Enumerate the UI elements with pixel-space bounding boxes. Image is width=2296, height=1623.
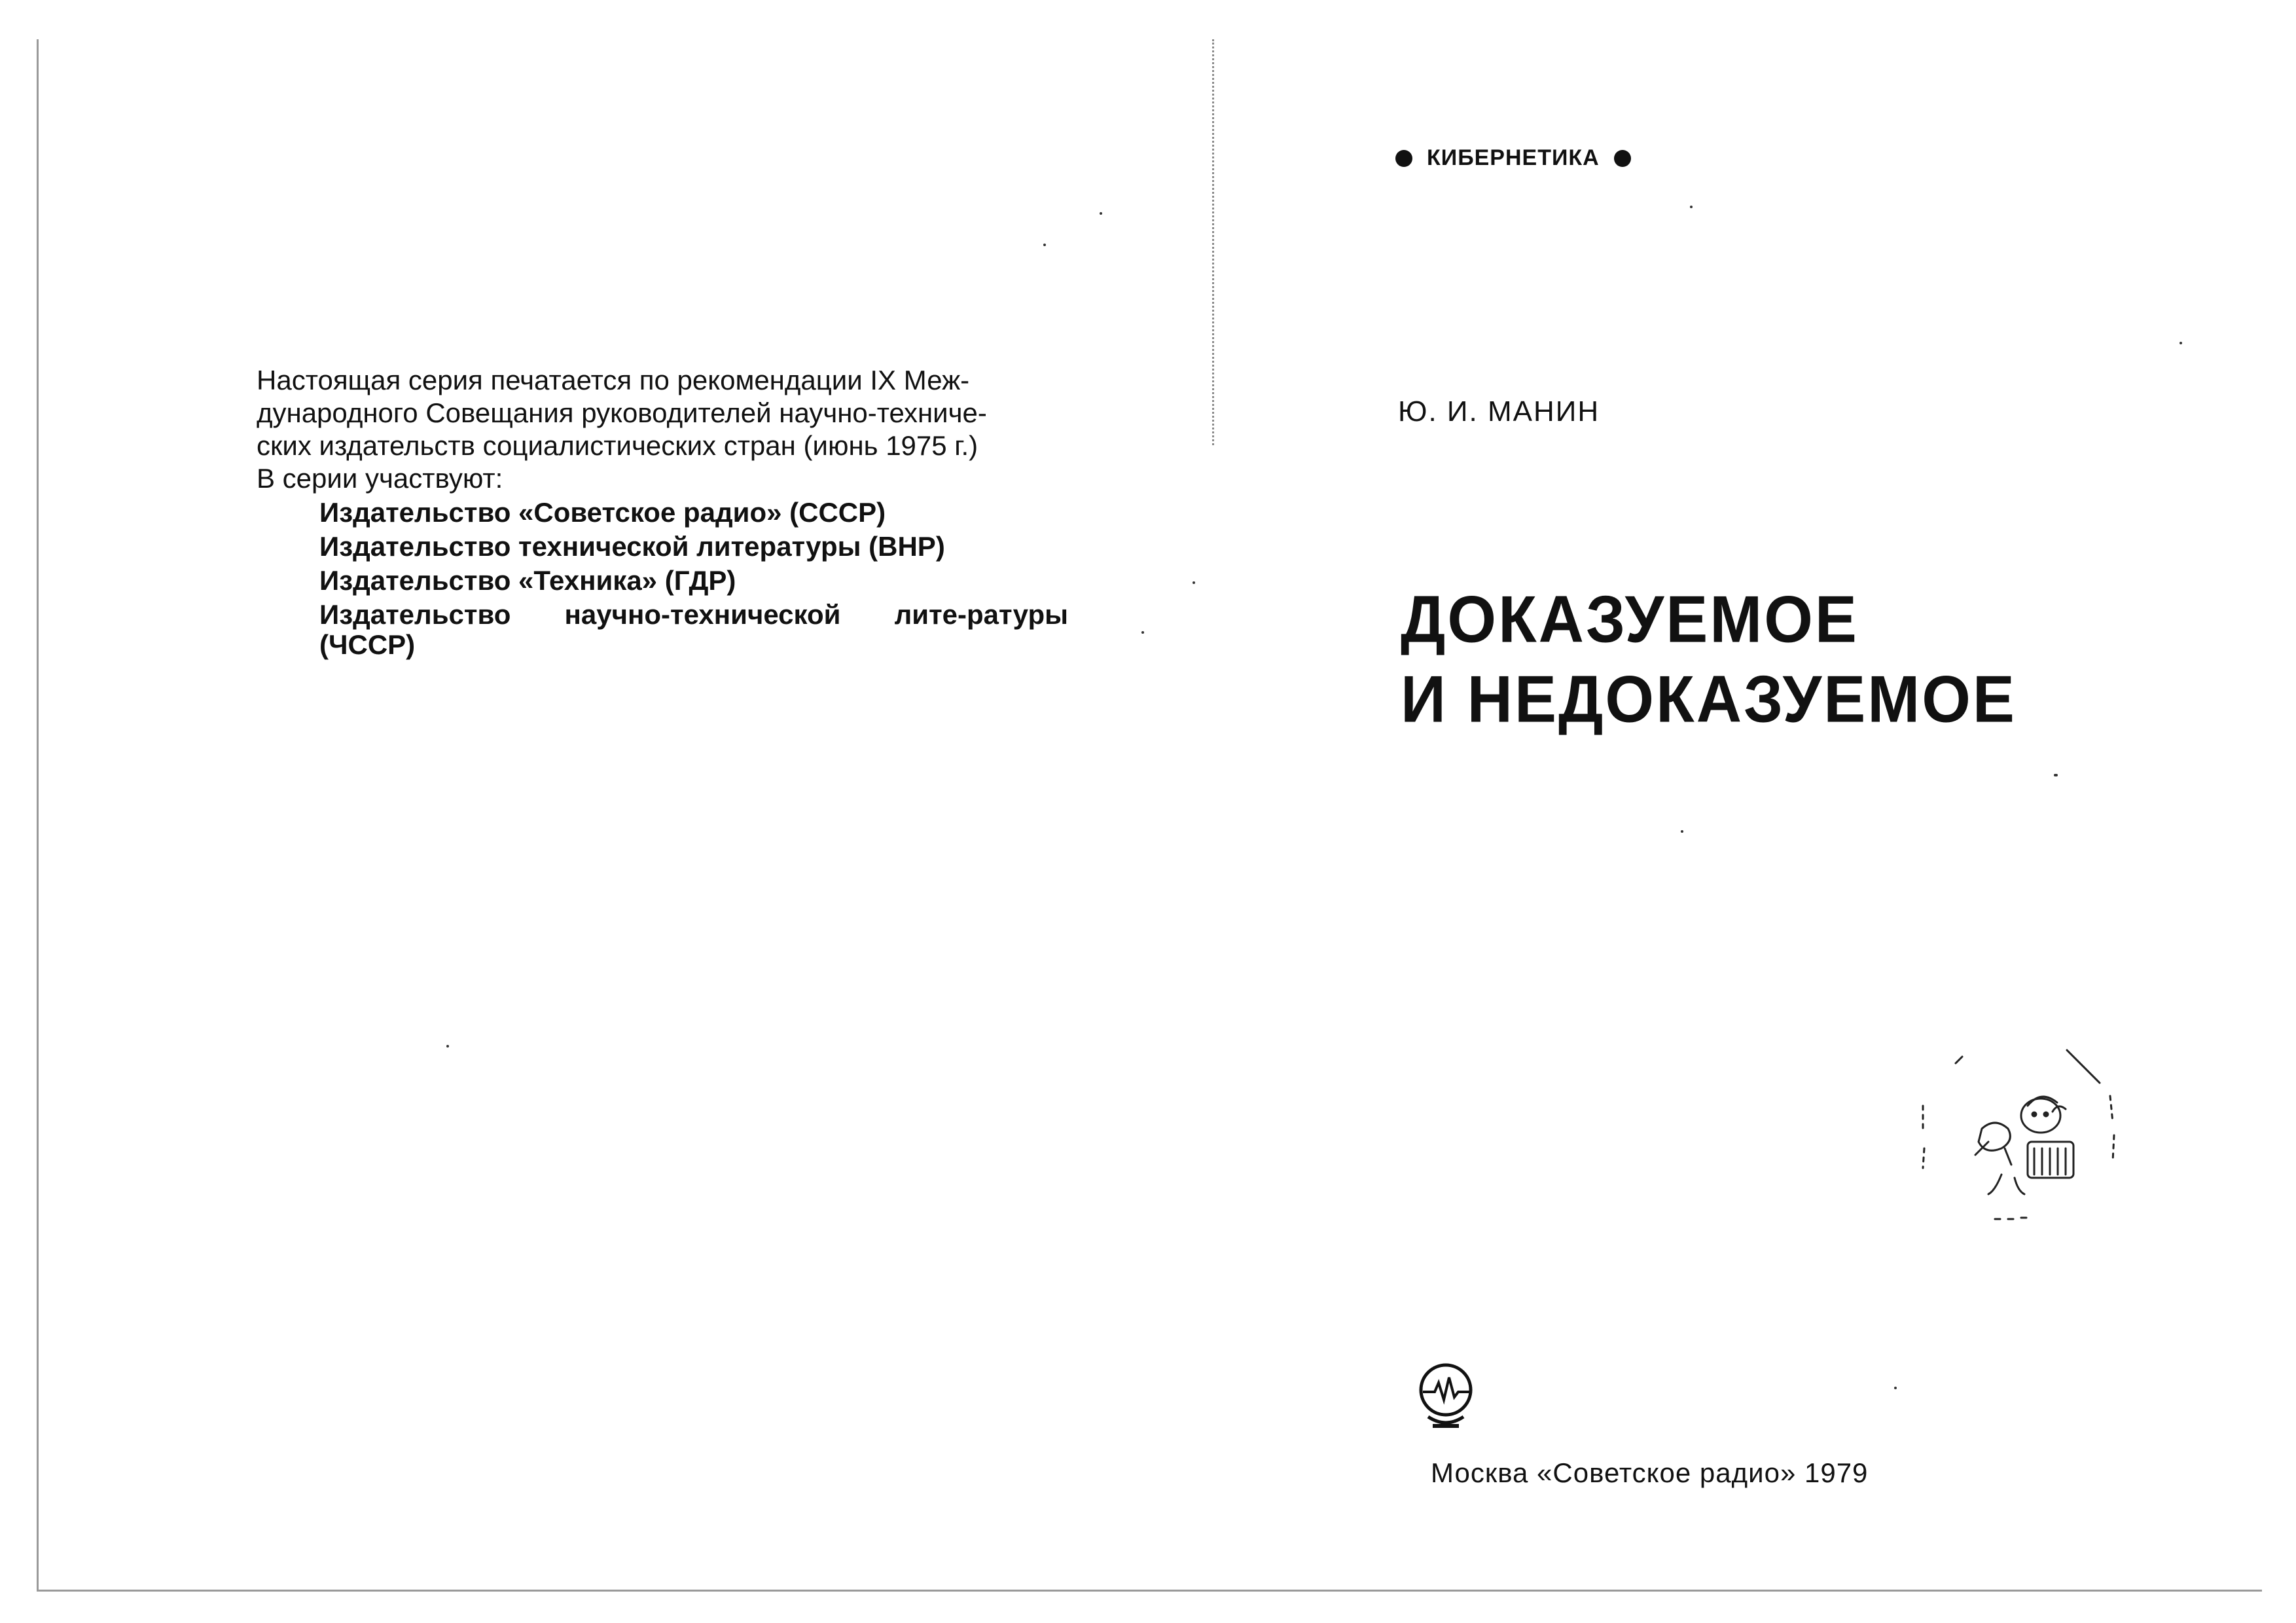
author-name: Ю. И. МАНИН [1398,395,1600,428]
scan-speck [2055,774,2058,776]
bullet-icon [1614,150,1631,167]
series-note-line: дународного Совещания руководителей научно-техниче- [257,397,987,428]
publisher-item: Издательство «Техника» (ГДР) [319,565,736,596]
scan-speck [1043,244,1046,246]
publisher-item: Издательство научно-технической лите-ратуры (ЧССР) [319,599,1068,660]
series-name: КИБЕРНЕТИКА [1427,145,1600,170]
scan-speck [1894,1387,1897,1389]
scan-speck [1193,581,1195,584]
bullet-icon [1395,150,1412,167]
imprint-line: Москва «Советское радио» 1979 [1431,1457,1869,1488]
publisher-list [319,498,1068,664]
publisher-item: Издательство «Советское радио» (СССР) [319,497,886,528]
page-gutter [1212,39,1217,445]
book-title [1401,580,2017,740]
scan-speck [1690,206,1693,208]
scan-speck [446,1045,449,1048]
scan-border-bottom [37,1590,2262,1592]
series-note-line: В серии участвуют: [257,463,503,494]
scan-border-left [37,39,39,1591]
series-label [1395,145,1631,171]
series-note-line: Настоящая серия печатается по рекомендации IX Меж- [257,365,970,395]
series-note [257,364,1068,495]
book-title-line: ДОКАЗУЕМОЕ [1401,583,1859,657]
series-note-line: ских издательств социалистических стран (июнь 1975 г.) [257,430,978,461]
book-title-line: И НЕДОКАЗУЕМОЕ [1401,663,2017,737]
scan-speck [1681,830,1683,833]
scan-speck [1141,631,1144,634]
scan-speck [2179,342,2182,344]
publisher-item: Издательство технической литературы (ВНР) [319,531,945,562]
scan-speck [1100,212,1102,215]
publisher-logo-icon [1410,1354,1482,1432]
cartoon-emblem-icon [1916,1044,2126,1233]
